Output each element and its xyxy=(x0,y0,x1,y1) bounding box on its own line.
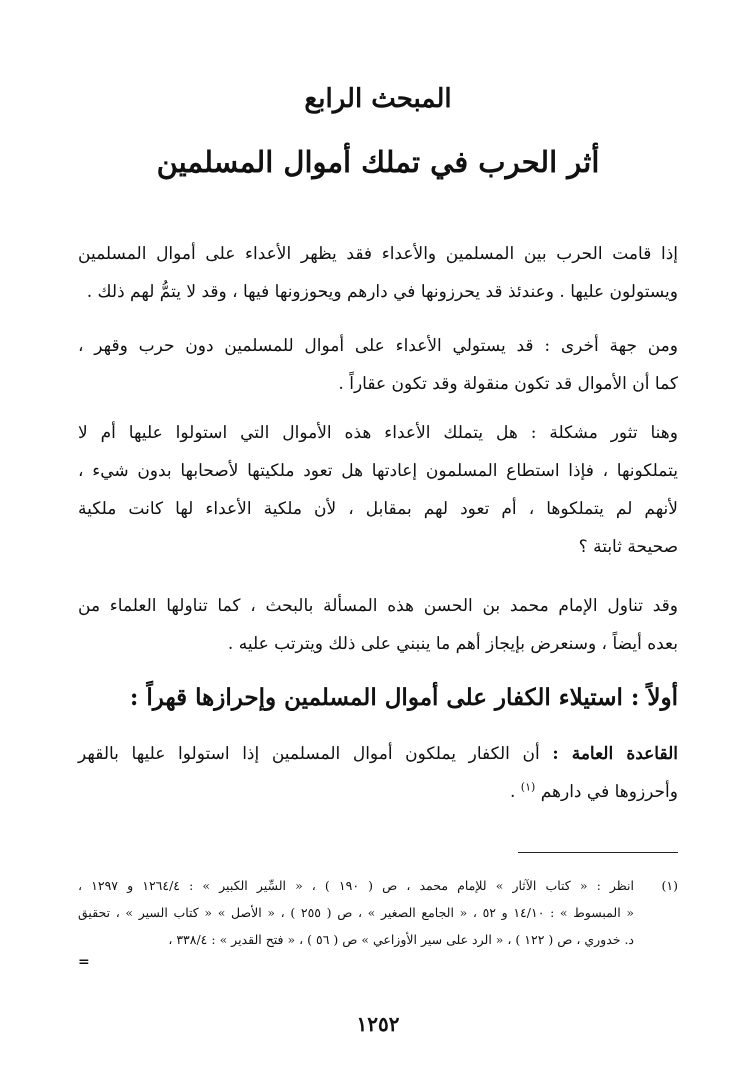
paragraph-line: وهنا تثور مشكلة : هل يتملك الأعداء هذه الأموال التي استولوا عليها أم لا xyxy=(78,423,678,443)
general-rule-text-2: وأحرزوها في دارهم xyxy=(540,782,678,802)
section-title: أثر الحرب في تملك أموال المسلمين xyxy=(156,145,600,179)
paragraph-line: يتملكونها ، فإذا استطاع المسلمون إعادتها هل تعود ملكيتها لأصحابها بدون شيء ، xyxy=(78,461,678,481)
footnote-separator xyxy=(518,852,678,853)
paragraph-line: كما أن الأموال قد تكون منقولة وقد تكون عقاراً . xyxy=(338,374,678,394)
paragraph-line: ومن جهة أخرى : قد يستولي الأعداء على أموال للمسلمين دون حرب وقهر ، xyxy=(78,336,678,356)
paragraph-line xyxy=(78,735,678,773)
footnote-line: د. خدوري ، ص ( ١٢٢ ) ، « الرد على سير الأوزاعي » ص ( ٥٦ ) ، « فتح القدير » : ٣٣٨/٤ ، xyxy=(168,932,634,947)
general-rule-text: أن الكفار يملكون أموال المسلمين إذا استولوا عليها بالقهر xyxy=(78,744,553,764)
footnote-1 xyxy=(78,872,678,953)
paragraph-line: لأنهم لم يتملكوها ، أم تعود لهم بمقابل ، لأن ملكية الأعداء لها كانت ملكية xyxy=(78,499,678,519)
paragraph-line: وقد تناول الإمام محمد بن الحسن هذه المسألة بالبحث ، كما تناولها العلماء من xyxy=(78,596,678,616)
footnote-body xyxy=(78,872,634,953)
paragraph-3 xyxy=(78,414,678,566)
chapter-title: المبحث الرابع xyxy=(304,84,452,114)
general-rule-paragraph xyxy=(78,735,678,811)
paragraph-line: ويستولون عليها . وعندئذ قد يحرزونها في دارهم ويحوزونها فيها ، وقد لا يتمُّ لهم ذلك . xyxy=(86,282,678,302)
paragraph-line: إذا قامت الحرب بين المسلمين والأعداء فقد يظهر الأعداء على أموال المسلمين xyxy=(78,244,678,264)
paragraph-line xyxy=(78,773,678,811)
footnotes xyxy=(78,872,678,953)
paragraph-line: صحيحة ثابتة ؟ xyxy=(578,537,678,557)
paragraph-4 xyxy=(78,587,678,663)
general-rule-term: القاعدة العامة : xyxy=(552,744,678,764)
page-number: ١٢٥٢ xyxy=(356,1012,400,1036)
paragraph-2 xyxy=(78,327,678,403)
paragraph-1 xyxy=(78,235,678,311)
footnote-reference[interactable]: (١) xyxy=(520,780,536,794)
footnote-continuation-mark: = xyxy=(78,954,90,970)
subheading-first: أولاً : استيلاء الكفار على أموال المسلمين وإحرازها قهراً : xyxy=(129,684,678,711)
footnote-line: « المبسوط » : ١٤/١٠ و ٥٢ ، « الجامع الصغير » ، ص ( ٢٥٥ ) ، « الأصل » « كتاب السير » ، تحقيق xyxy=(78,905,634,920)
footnote-line: انظر : « كتاب الآثار » للإمام محمد ، ص ( ١٩٠ ) ، « السِّير الكبير » : ١٢٦٤/٤ و ١٢٩٧ ، xyxy=(78,878,635,893)
general-rule-end: . xyxy=(509,782,521,802)
footnote-number: (١) xyxy=(661,878,678,893)
paragraph-line: بعده أيضاً ، وسنعرض بإيجاز أهم ما ينبني على ذلك ويترتب عليه . xyxy=(227,634,678,654)
